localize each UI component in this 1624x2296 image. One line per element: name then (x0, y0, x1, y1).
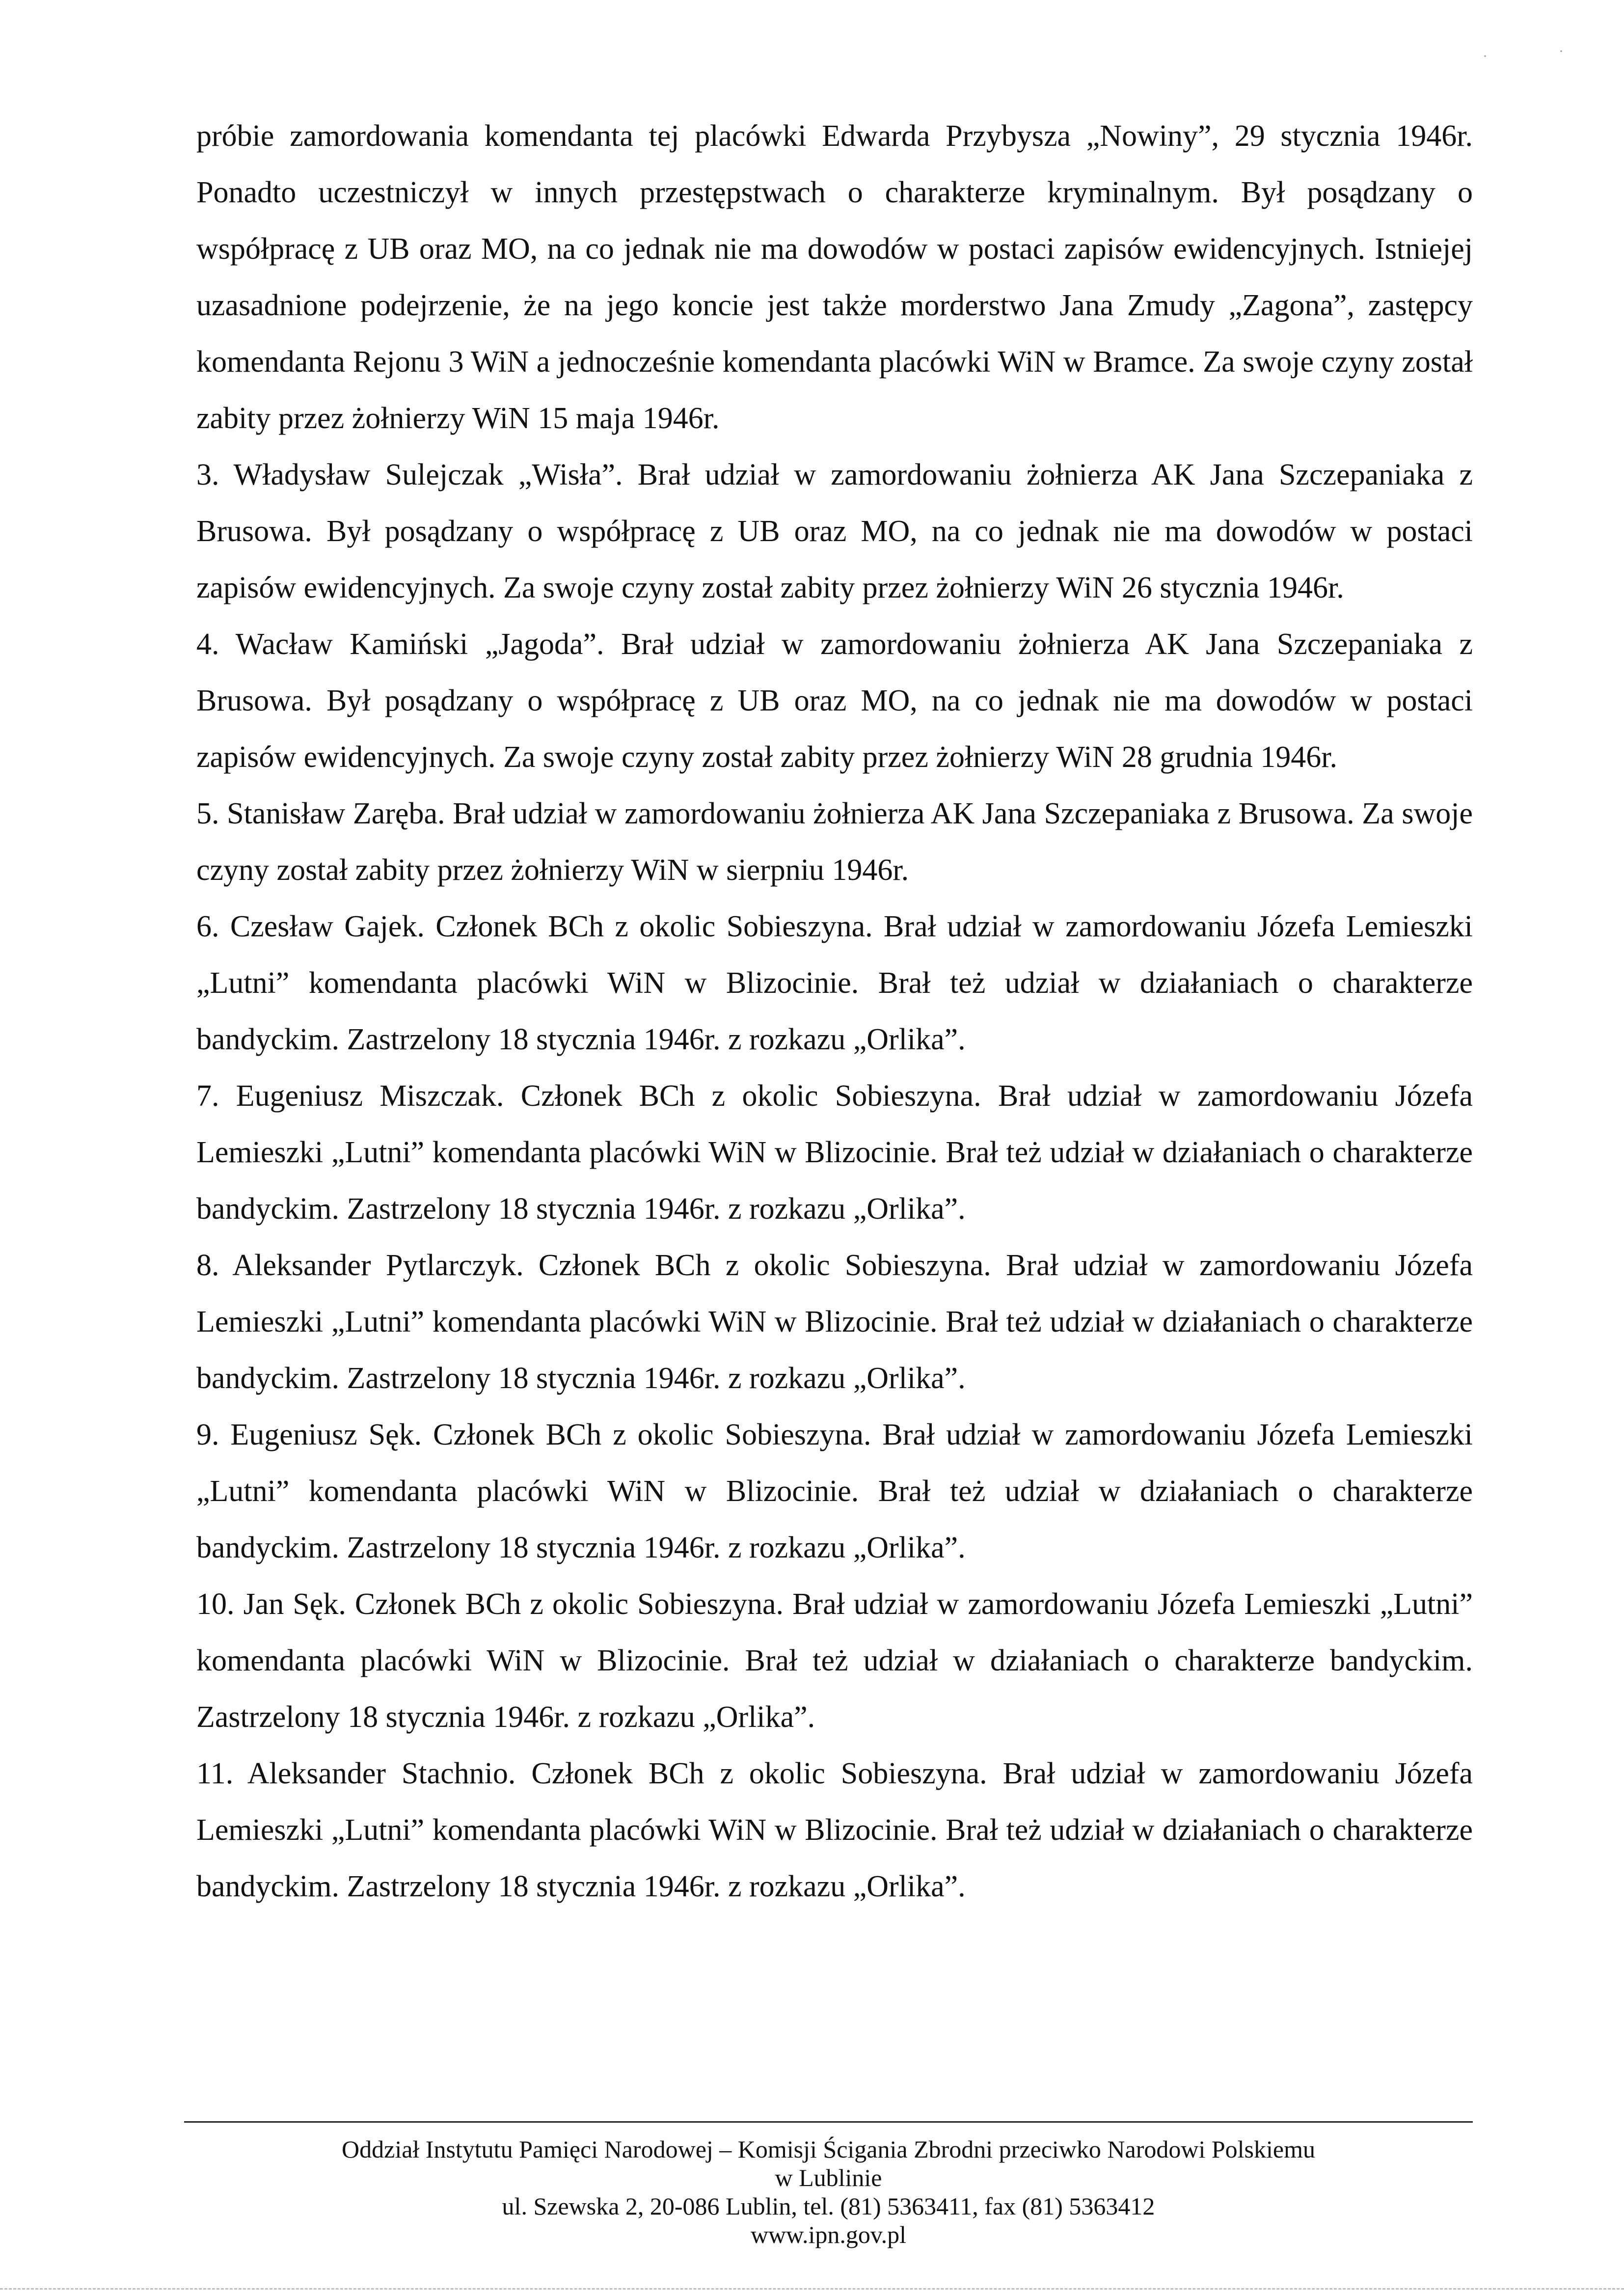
list-item-5: 5. Stanisław Zaręba. Brał udział w zamordowaniu żołnierza AK Jana Szczepaniaka z Brusowa. Za swoje czyny został zabity przez żołnierzy WiN w sierpniu 1946r. (196, 797, 1473, 887)
scan-speck: · (1559, 43, 1564, 59)
footer-address: ul. Szewska 2, 20-086 Lublin, tel. (81) 5363411, fax (81) 5363412 (502, 2192, 1155, 2220)
list-item-3: 3. Władysław Sulejczak „Wisła”. Brał udział w zamordowaniu żołnierza AK Jana Szczepaniaka z Brusowa. Był posądzany o współpracę z UB oraz MO, na co jednak nie ma dowodów w postaci zapisów ewidencyjnych. Za swoje czyny został zabity przez żołnierzy WiN 26 stycznia 1946r. (196, 458, 1473, 604)
footer-website: www.ipn.gov.pl (750, 2221, 907, 2248)
footer-institution: Oddział Instytutu Pamięci Narodowej – Komisji Ścigania Zbrodni przeciwko Narodowi Polskiemu (342, 2135, 1315, 2163)
scan-speck: · (1483, 48, 1488, 64)
list-item-6: 6. Czesław Gajek. Członek BCh z okolic Sobieszyna. Brał udział w zamordowaniu Józefa Lemieszki „Lutni” komendanta placówki WiN w Blizocinie. Brał też udział w działaniach o charakterze bandyckim. Zastrzelony 18 stycznia 1946r. z rozkazu „Orlika”. (196, 910, 1473, 1056)
document-body (196, 108, 1473, 1915)
list-item-11: 11. Aleksander Stachnio. Członek BCh z okolic Sobieszyna. Brał udział w zamordowaniu Józefa Lemieszki „Lutni” komendanta placówki WiN w Blizocinie. Brał też udział w działaniach o charakterze bandyckim. Zastrzelony 18 stycznia 1946r. z rozkazu „Orlika”. (196, 1757, 1473, 1903)
footer-city: w Lublinie (775, 2164, 882, 2191)
list-item-9: 9. Eugeniusz Sęk. Członek BCh z okolic Sobieszyna. Brał udział w zamordowaniu Józefa Lemieszki „Lutni” komendanta placówki WiN w Blizocinie. Brał też udział w działaniach o charakterze bandyckim. Zastrzelony 18 stycznia 1946r. z rozkazu „Orlika”. (196, 1418, 1473, 1564)
list-item-4: 4. Wacław Kamiński „Jagoda”. Brał udział w zamordowaniu żołnierza AK Jana Szczepaniaka z Brusowa. Był posądzany o współpracę z UB oraz MO, na co jednak nie ma dowodów w postaci zapisów ewidencyjnych. Za swoje czyny został zabity przez żołnierzy WiN 28 grudnia 1946r. (196, 628, 1473, 774)
list-item-7: 7. Eugeniusz Miszczak. Członek BCh z okolic Sobieszyna. Brał udział w zamordowaniu Józefa Lemieszki „Lutni” komendanta placówki WiN w Blizocinie. Brał też udział w działaniach o charakterze bandyckim. Zastrzelony 18 stycznia 1946r. z rozkazu „Orlika”. (196, 1079, 1473, 1226)
list-item-10: 10. Jan Sęk. Członek BCh z okolic Sobieszyna. Brał udział w zamordowaniu Józefa Lemieszki „Lutni” komendanta placówki WiN w Blizocinie. Brał też udział w działaniach o charakterze bandyckim. Zastrzelony 18 stycznia 1946r. z rozkazu „Orlika”. (196, 1587, 1473, 1734)
scan-bottom-edge (0, 2288, 1624, 2290)
list-item-8: 8. Aleksander Pytlarczyk. Członek BCh z okolic Sobieszyna. Brał udział w zamordowaniu Józefa Lemieszki „Lutni” komendanta placówki WiN w Blizocinie. Brał też udział w działaniach o charakterze bandyckim. Zastrzelony 18 stycznia 1946r. z rozkazu „Orlika”. (196, 1249, 1473, 1395)
footer-divider (184, 2121, 1473, 2123)
paragraph-continuation: próbie zamordowania komendanta tej placówki Edwarda Przybysza „Nowiny”, 29 stycznia 1946r. Ponadto uczestniczył w innych przestępstwach o charakterze kryminalnym. Był posądzany o współpracę z UB oraz MO, na co jednak nie ma dowodów w postaci zapisów ewidencyjnych. Istniejej uzasadnione podejrzenie, że na jego koncie jest także morderstwo Jana Zmudy „Zagona”, zastępcy komendanta Rejonu 3 WiN a jednocześnie komendanta placówki WiN w Bramce. Za swoje czyny został zabity przez żołnierzy WiN 15 maja 1946r. (196, 119, 1473, 435)
page-footer (184, 2135, 1473, 2249)
